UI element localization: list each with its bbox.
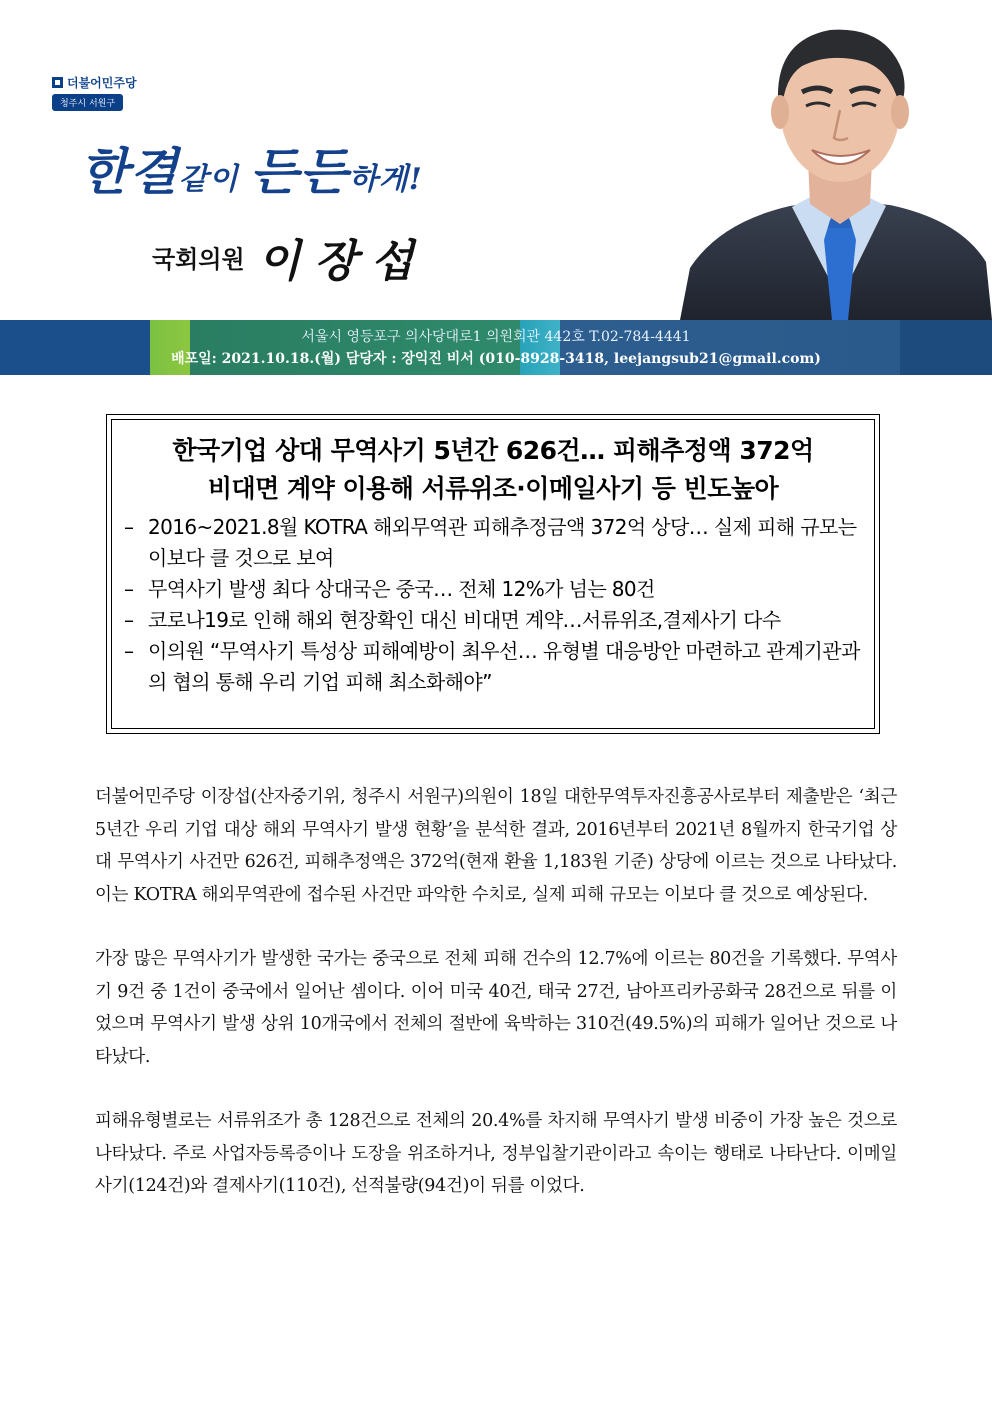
- bullet-text: 코로나19로 인해 해외 현장확인 대신 비대면 계약…서류위조,결제사기 다수: [148, 608, 781, 632]
- person-portrait-icon: [680, 0, 992, 320]
- body-paragraph: 가장 많은 무역사기가 발생한 국가는 중국으로 전체 피해 건수의 12.7%에 이르는 80건을 기록했다. 무역사기 9건 중 1건이 중국에서 일어난 셈이다. 이어 미국 40건, 태국 27건, 남아프리카공화국 28건으로 뒤를 이었으며 무역사기 발생 상위 10개국에서 전체의 절반에 육박하는 310건(49.5%)의 피해가 일어난 것으로 나타났다.: [95, 949, 897, 1067]
- member-name: 이장섭: [257, 236, 428, 287]
- body-paragraph: 피해유형별로는 서류위조가 총 128건으로 전체의 20.4%를 차지해 무역사기 발생 비중이 가장 높은 것으로 나타났다. 주로 사업자등록증이나 도장을 위조하거나, 정부입찰기관이라고 속이는 행태로 나타난다. 이메일사기(124건)와 결제사기(110건), 선적불량(94건)이 뒤를 이었다.: [95, 1111, 897, 1196]
- headline-sub: 비대면 계약 이용해 서류위조·이메일사기 등 빈도높아: [207, 474, 779, 503]
- summary-bullet: [116, 574, 874, 605]
- slogan-part-1: 한결: [80, 142, 179, 201]
- distribution-info: 배포일: 2021.10.18.(월) 담당자 : 장익진 비서 (010-8928-3418, leejangsub21@gmail.com): [171, 351, 821, 367]
- slogan: [80, 132, 423, 204]
- party-square-icon: [52, 77, 63, 88]
- bullet-text: 2016~2021.8월 KOTRA 해외무역관 피해추정금액 372억 상당… 실제 피해 규모는 이보다 클 것으로 보여: [148, 515, 857, 570]
- summary-bullets: [112, 512, 874, 698]
- bullet-text: 이의원 “무역사기 특성상 피해예방이 최우선… 유형별 대응방안 마련하고 관계기관과의 협의 통해 우리 기업 피해 최소화해야”: [148, 639, 860, 694]
- bullet-dash: –: [124, 515, 134, 539]
- bullet-dash: –: [124, 577, 134, 601]
- headline-main: 한국기업 상대 무역사기 5년간 626건… 피해추정액 372억: [172, 436, 814, 465]
- summary-inner-frame: [111, 419, 875, 729]
- office-address: 서울시 영등포구 의사당대로1 의원회관 442호 T.02-784-4441: [301, 329, 691, 345]
- summary-bullet: [116, 512, 874, 574]
- member-name-line: [152, 225, 427, 289]
- party-region-badge: 청주시 서원구: [52, 94, 123, 111]
- press-release-body: [95, 781, 897, 1235]
- party-mark: [52, 74, 137, 91]
- member-title: 국회의원: [152, 245, 245, 274]
- bullet-dash: –: [124, 608, 134, 632]
- party-name: 더불어민주당: [67, 76, 137, 90]
- body-paragraph: 더불어민주당 이장섭(산자중기위, 청주시 서원구)의원이 18일 대한무역투자진흥공사로부터 제출받은 ‘최근 5년간 우리 기업 대상 해외 무역사기 발생 현황’을 분석한 결과, 2016년부터 2021년 8월까지 한국기업 상대 무역사기 사건만 626건, 피해추정액은 372억(현재 환율 1,183원 기준) 상당에 이르는 것으로 나타났다. 이는 KOTRA 해외무역관에 접수된 사건만 파악한 수치로, 실제 피해 규모는 이보다 클 것으로 예상된다.: [95, 787, 897, 905]
- bullet-dash: –: [124, 639, 134, 663]
- slogan-part-2: 같이: [178, 162, 251, 197]
- summary-box: [106, 414, 880, 734]
- letterhead: [0, 0, 992, 375]
- summary-bullet: [116, 636, 874, 698]
- slogan-part-3: 든든: [250, 142, 349, 201]
- party-logo: [52, 74, 137, 111]
- slogan-part-4: 하게!: [348, 162, 423, 197]
- bullet-text: 무역사기 발생 최다 상대국은 중국… 전체 12%가 넘는 80건: [148, 577, 655, 601]
- summary-bullet: [116, 605, 874, 636]
